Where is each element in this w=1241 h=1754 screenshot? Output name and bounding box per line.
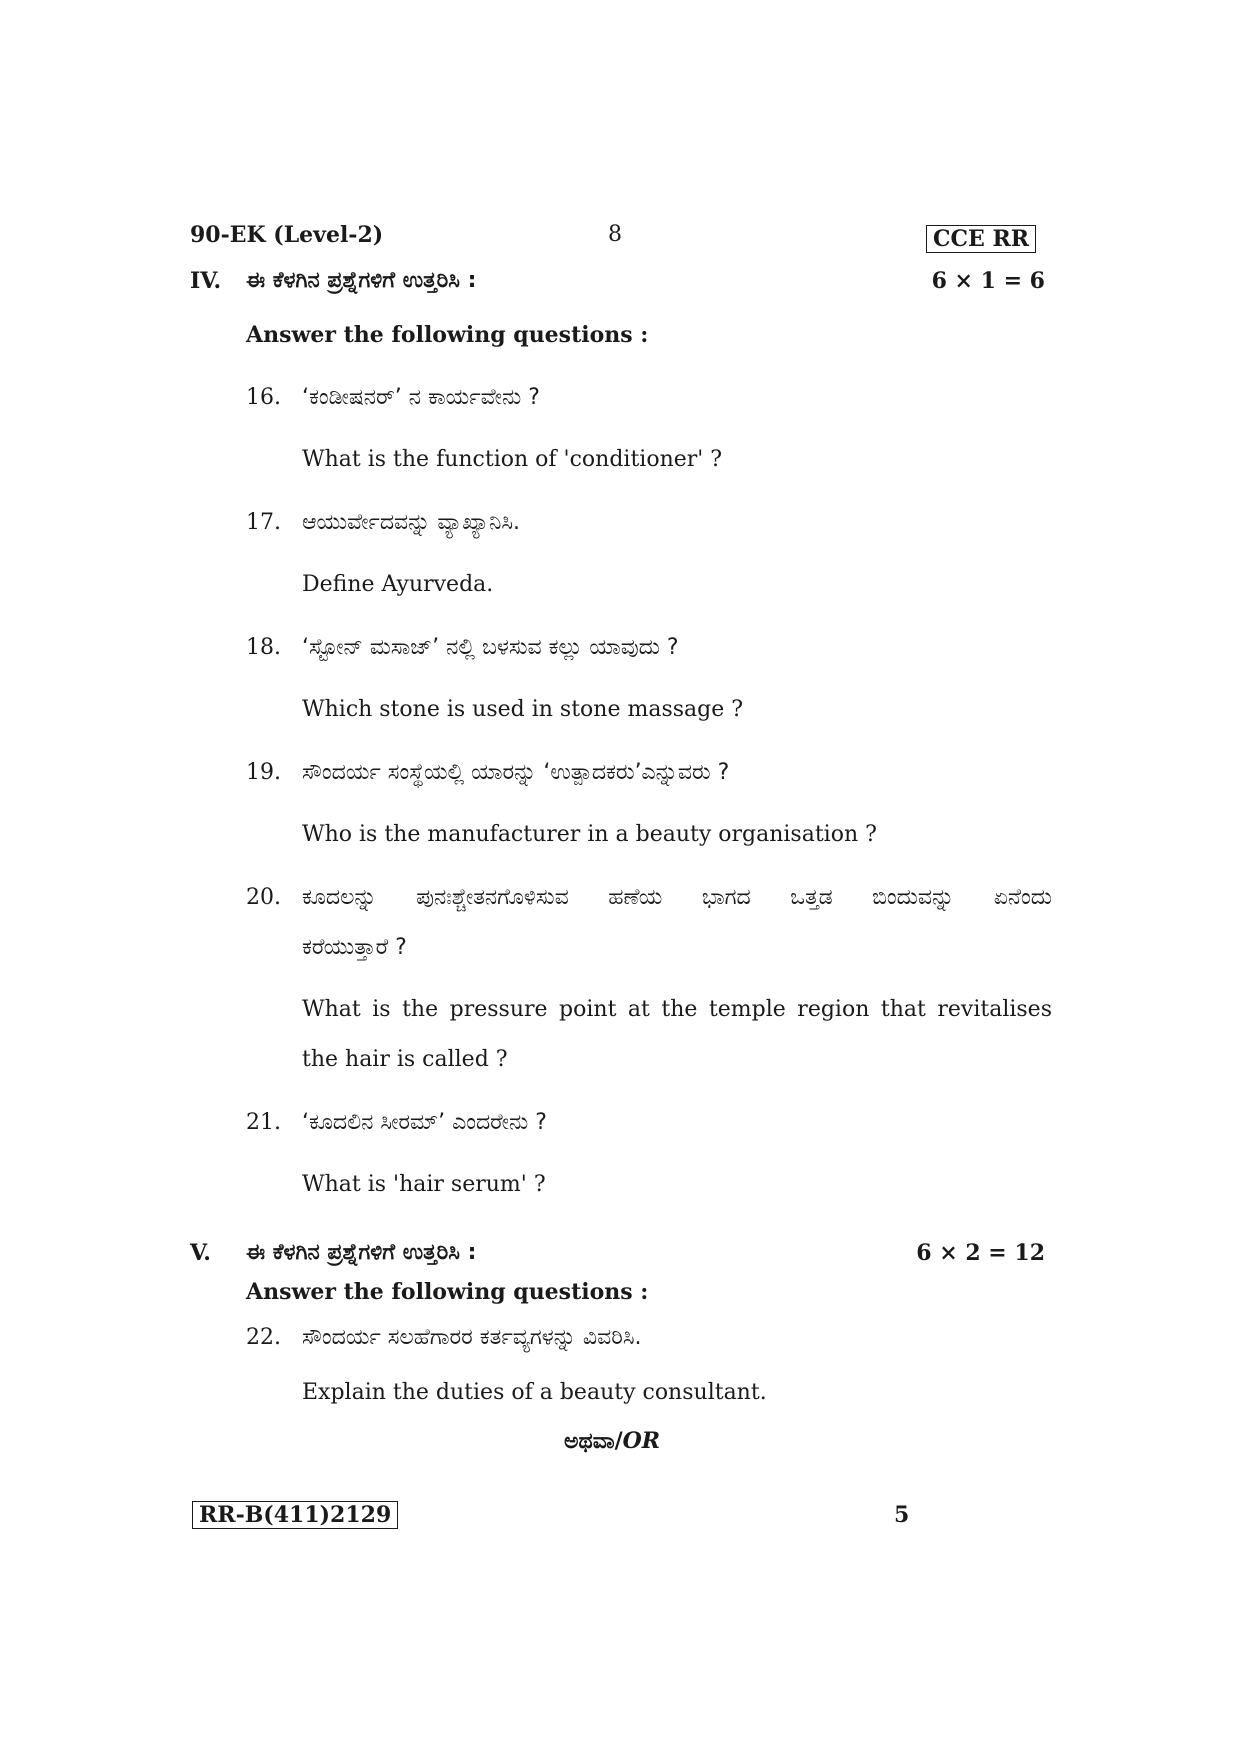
page-number-bottom: 5 xyxy=(894,1502,910,1528)
question-22-english: Explain the duties of a beauty consultant. xyxy=(302,1380,767,1405)
question-22-kannada: ಸೌಂದರ್ಯ ಸಲಹೆಗಾರರ ಕರ್ತವ್ಯಗಳನ್ನು ವಿವರಿಸಿ. xyxy=(302,1325,642,1350)
paper-code: 90-EK (Level-2) xyxy=(190,222,384,248)
question-number-20: 20. xyxy=(246,885,281,910)
question-19-english: Who is the manufacturer in a beauty organisation ? xyxy=(302,822,877,847)
question-16-english: What is the function of 'conditioner' ? xyxy=(302,447,723,472)
question-20-english-line-2: the hair is called ? xyxy=(302,1047,508,1072)
question-number-19: 19. xyxy=(246,760,281,785)
section-iv-numeral: IV. xyxy=(190,268,222,294)
question-16-kannada: ‘ಕಂಡೀಷನರ್’ ನ ಕಾರ್ಯವೇನು ? xyxy=(302,385,540,410)
question-number-21: 21. xyxy=(246,1110,281,1135)
question-21-kannada: ‘ಕೂದಲಿನ ಸೀರಮ್’ ಎಂದರೇನು ? xyxy=(302,1110,547,1135)
question-21-english: What is 'hair serum' ? xyxy=(302,1172,546,1197)
page-number-top: 8 xyxy=(608,222,622,247)
question-18-english: Which stone is used in stone massage ? xyxy=(302,697,744,722)
question-18-kannada: ‘ಸ್ಟೋನ್ ಮಸಾಜ್’ ನಲ್ಲಿ ಬಳಸುವ ಕಲ್ಲು ಯಾವುದು ? xyxy=(302,635,679,660)
question-number-16: 16. xyxy=(246,385,281,410)
section-v-marks: 6 × 2 = 12 xyxy=(916,1240,1045,1266)
or-english: OR xyxy=(622,1428,661,1454)
question-20-english-line-1: What is the pressure point at the temple region that revitalises xyxy=(302,997,1052,1022)
question-19-kannada: ಸೌಂದರ್ಯ ಸಂಸ್ಥೆಯಲ್ಲಿ ಯಾರನ್ನು ‘ಉತ್ಪಾದಕರು’ಎನ್ನುವರು ? xyxy=(302,760,730,785)
section-v-instruction-english: Answer the following questions : xyxy=(246,1279,649,1305)
question-20-kannada-line-1: ಕೂದಲನ್ನು ಪುನಃಶ್ಚೇತನಗೊಳಿಸುವ ಹಣೆಯ ಭಾಗದ ಒತ್ತಡ ಬಿಂದುವನ್ನು ಏನೆಂದು xyxy=(302,885,1052,910)
question-17-english: Define Ayurveda. xyxy=(302,572,494,597)
or-separator xyxy=(564,1428,660,1454)
question-number-22: 22. xyxy=(246,1325,281,1350)
question-20-kannada-line-2: ಕರೆಯುತ್ತಾರೆ ? xyxy=(302,935,407,960)
section-v-instruction-kannada: ಈ ಕೆಳಗಿನ ಪ್ರಶ್ನೆಗಳಿಗೆ ಉತ್ತರಿಸಿ : xyxy=(246,1240,477,1265)
section-iv-marks: 6 × 1 = 6 xyxy=(931,268,1045,294)
question-17-kannada: ಆಯುರ್ವೇದವನ್ನು ವ್ಯಾಖ್ಯಾನಿಸಿ. xyxy=(302,510,520,535)
section-iv-instruction-kannada: ಈ ಕೆಳಗಿನ ಪ್ರಶ್ನೆಗಳಿಗೆ ಉತ್ತರಿಸಿ : xyxy=(246,268,477,293)
cce-rr-badge: CCE RR xyxy=(926,225,1036,253)
section-iv-instruction-english: Answer the following questions : xyxy=(246,322,649,348)
question-number-17: 17. xyxy=(246,510,281,535)
section-v-numeral: V. xyxy=(190,1240,211,1266)
question-number-18: 18. xyxy=(246,635,281,660)
footer-code: RR-B(411)2129 xyxy=(192,1501,398,1529)
or-kannada: ಅಥವಾ/ xyxy=(564,1429,623,1454)
